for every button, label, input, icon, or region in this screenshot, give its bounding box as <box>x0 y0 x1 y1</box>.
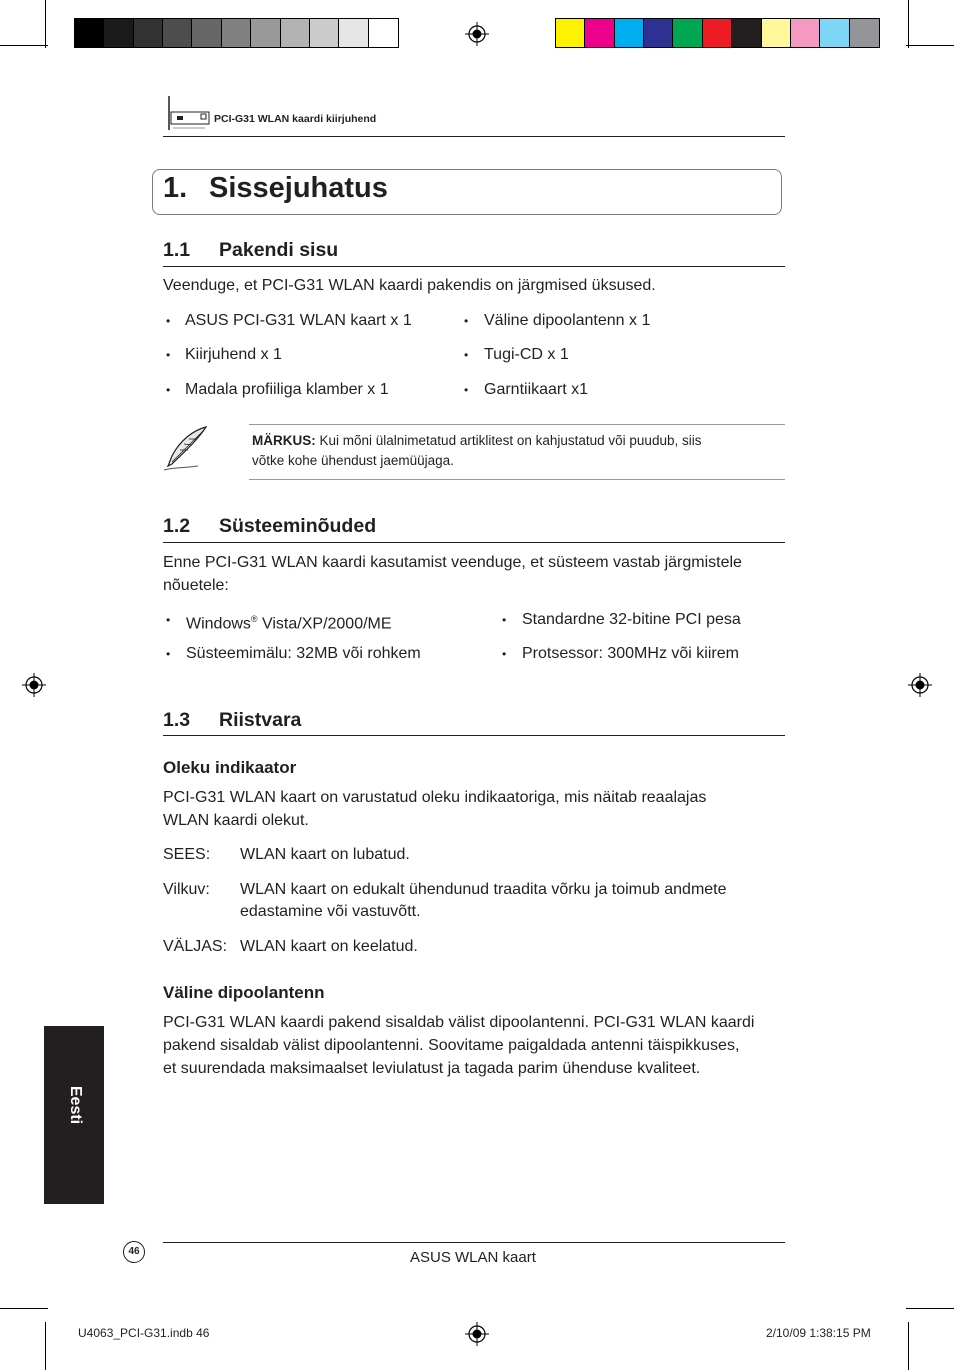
list-item: Garntiikaart x1 <box>484 381 589 398</box>
color-swatch <box>762 19 791 47</box>
section-number: 1.1 <box>163 239 191 261</box>
note-text <box>252 431 701 451</box>
process-color-bar <box>555 18 880 48</box>
subheading: Väline dipoolantenn <box>163 983 325 1002</box>
footer-title: ASUS WLAN kaart <box>410 1249 536 1266</box>
section-intro: Enne PCI-G31 WLAN kaardi kasutamist veenduge, et süsteem vastab järgmistele <box>163 554 742 571</box>
doc-title: PCI-G31 WLAN kaardi kiirjuhend <box>214 113 377 125</box>
color-swatch <box>369 19 398 47</box>
paragraph-line: et suurendada maksimaalset leviulatust ja tagada parim ühenduse kvaliteet. <box>163 1060 701 1077</box>
color-swatch <box>732 19 761 47</box>
state-text: WLAN kaart on edukalt ühendunud traadita võrku ja toimub andmete <box>240 881 727 898</box>
color-swatch <box>703 19 732 47</box>
note-line: võtke kohe ühendust jaemüüjaga. <box>252 453 454 468</box>
bullet: • <box>502 613 507 627</box>
crop-mark <box>908 0 909 48</box>
section-rule <box>163 542 785 543</box>
bullet: • <box>166 383 171 397</box>
color-swatch <box>251 19 280 47</box>
section-intro: nõuetele: <box>163 577 229 594</box>
color-swatch <box>556 19 585 47</box>
state-text: edastamine või vastuvõtt. <box>240 903 421 920</box>
color-swatch <box>222 19 251 47</box>
note-label: MÄRKUS: <box>252 433 316 448</box>
state-label: SEES: <box>163 846 211 863</box>
color-swatch <box>820 19 849 47</box>
bullet: • <box>166 348 171 362</box>
crop-mark <box>0 45 48 46</box>
requirement-item: Süsteemimälu: 32MB või rohkem <box>186 645 421 662</box>
bullet: • <box>166 314 171 328</box>
registration-mark-icon <box>465 22 489 46</box>
registration-mark-icon <box>22 673 46 697</box>
section-title: Pakendi sisu <box>219 239 339 261</box>
section-title: Süsteeminõuded <box>219 515 377 537</box>
language-tab-label: Eesti <box>67 1085 84 1125</box>
color-swatch <box>850 19 879 47</box>
color-swatch <box>192 19 221 47</box>
requirement-item: Standardne 32-bitine PCI pesa <box>522 611 741 628</box>
color-swatch <box>163 19 192 47</box>
feather-pen-icon <box>160 424 212 472</box>
crop-mark <box>908 1322 909 1370</box>
color-swatch <box>673 19 702 47</box>
chapter-number: 1. <box>163 172 188 204</box>
color-swatch <box>339 19 368 47</box>
list-item: Väline dipoolantenn x 1 <box>484 312 651 329</box>
wlan-card-icon <box>165 94 211 134</box>
color-swatch <box>104 19 133 47</box>
requirement-item: Protsessor: 300MHz või kiirem <box>522 645 739 662</box>
color-swatch <box>75 19 104 47</box>
color-swatch <box>615 19 644 47</box>
crop-mark <box>906 45 954 46</box>
crop-mark <box>45 1322 46 1370</box>
crop-mark <box>0 1308 48 1309</box>
bullet: • <box>166 613 171 627</box>
color-swatch <box>310 19 339 47</box>
list-item: Tugi-CD x 1 <box>484 346 569 363</box>
state-label: Vilkuv: <box>163 881 210 898</box>
paragraph-line: WLAN kaardi olekut. <box>163 812 309 829</box>
grayscale-color-bar <box>74 18 399 48</box>
section-title: Riistvara <box>219 709 302 731</box>
chapter-title: Sissejuhatus <box>209 172 388 204</box>
bullet: • <box>464 348 469 362</box>
page-number: 46 <box>123 1241 145 1263</box>
registration-mark-icon <box>908 673 932 697</box>
color-swatch <box>644 19 673 47</box>
footer-rule <box>163 1242 785 1243</box>
section-rule <box>163 266 785 267</box>
crop-mark <box>45 0 46 48</box>
color-swatch <box>134 19 163 47</box>
requirement-os-versions: Vista/XP/2000/ME <box>257 615 392 633</box>
subheading: Oleku indikaator <box>163 758 297 777</box>
section-rule <box>163 735 785 736</box>
section-number: 1.3 <box>163 709 191 731</box>
slug-timestamp: 2/10/09 1:38:15 PM <box>766 1326 871 1340</box>
list-item: Madala profiiliga klamber x 1 <box>185 381 389 398</box>
paragraph-line: pakend sisaldab välist dipoolantenni. Soovitame paigaldada antenni täispikkuses, <box>163 1037 740 1054</box>
bullet: • <box>464 314 469 328</box>
list-item: ASUS PCI-G31 WLAN kaart x 1 <box>185 312 412 329</box>
header-rule <box>163 136 785 137</box>
list-item: Kiirjuhend x 1 <box>185 346 282 363</box>
state-text: WLAN kaart on lubatud. <box>240 846 410 863</box>
note-line: Kui mõni ülalnimetatud artiklitest on kahjustatud või puudub, siis <box>315 433 702 448</box>
color-swatch <box>281 19 310 47</box>
state-text: WLAN kaart on keelatud. <box>240 938 418 955</box>
registration-mark-icon <box>465 1322 489 1346</box>
crop-mark <box>906 1308 954 1309</box>
note-rule-top <box>249 424 785 425</box>
paragraph-line: PCI-G31 WLAN kaart on varustatud oleku indikaatoriga, mis näitab reaalajas <box>163 789 707 806</box>
slug-file-info: U4063_PCI-G31.indb 46 <box>78 1326 210 1340</box>
section-intro: Veenduge, et PCI-G31 WLAN kaardi pakendis on järgmised üksused. <box>163 277 656 294</box>
bullet: • <box>502 647 507 661</box>
bullet: • <box>464 383 469 397</box>
requirement-item <box>186 608 392 635</box>
state-label: VÄLJAS: <box>163 938 228 955</box>
note-rule-bottom <box>249 479 785 480</box>
paragraph-line: PCI-G31 WLAN kaardi pakend sisaldab välist dipoolantenni. PCI-G31 WLAN kaardi <box>163 1014 755 1031</box>
color-swatch <box>791 19 820 47</box>
requirement-os: Windows <box>186 615 251 633</box>
bullet: • <box>166 647 171 661</box>
section-number: 1.2 <box>163 515 191 537</box>
registered-mark: ® <box>250 614 258 624</box>
color-swatch <box>585 19 614 47</box>
